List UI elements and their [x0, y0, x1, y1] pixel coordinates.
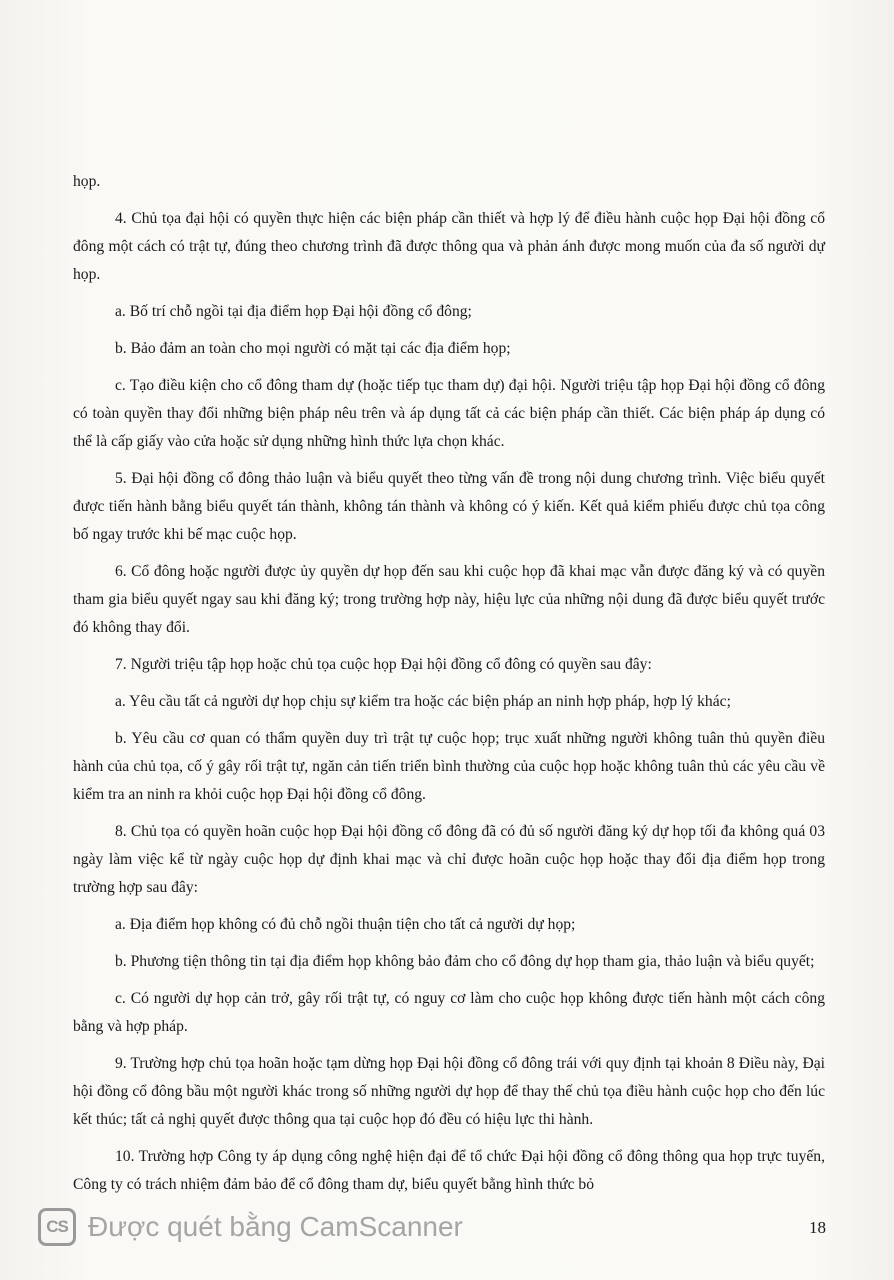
paragraph-clause-8c: c. Có người dự họp cản trở, gây rối trật tự, có nguy cơ làm cho cuộc họp không được tiến hành một cách công bằng và hợp pháp.	[73, 990, 825, 1035]
paragraph-clause-7a: a. Yêu cầu tất cả người dự họp chịu sự kiểm tra hoặc các biện pháp an ninh hợp pháp, hợp lý khác;	[115, 693, 731, 710]
watermark-text: Được quét bằng CamScanner	[88, 1211, 463, 1242]
paragraph-continuation: họp.	[73, 173, 101, 190]
document-body	[73, 168, 825, 1208]
paragraph-clause-9: 9. Trường hợp chủ tọa hoãn hoặc tạm dừng họp Đại hội đồng cổ đông trái với quy định tại khoản 8 Điều này, Đại hội đồng cổ đông bầu một người khác trong số những người dự họp để thay thế chủ tọa điều hành cuộc họp cho đến lúc kết thúc; tất cả nghị quyết được thông qua tại cuộc họp đó đều có hiệu lực thi hành.	[73, 1055, 825, 1128]
paragraph-clause-8b: b. Phương tiện thông tin tại địa điểm họp không bảo đảm cho cổ đông dự họp tham gia, thảo luận và biểu quyết;	[115, 953, 815, 970]
paragraph-clause-6: 6. Cổ đông hoặc người được ủy quyền dự họp đến sau khi cuộc họp đã khai mạc vẫn được đăng ký và có quyền tham gia biểu quyết ngay sau khi đăng ký; trong trường hợp này, hiệu lực của những nội dung đã được biểu quyết trước đó không thay đổi.	[73, 563, 825, 636]
camscanner-watermark	[38, 1208, 463, 1246]
paragraph-clause-8a: a. Địa điểm họp không có đủ chỗ ngồi thuận tiện cho tất cả người dự họp;	[115, 916, 576, 933]
paragraph-clause-7b: b. Yêu cầu cơ quan có thẩm quyền duy trì trật tự cuộc họp; trục xuất những người không tuân thủ quyền điều hành của chủ tọa, cố ý gây rối trật tự, ngăn cản tiến triển bình thường của cuộc họp hoặc không tuân thủ các yêu cầu về kiểm tra an ninh ra khỏi cuộc họp Đại hội đồng cổ đông.	[73, 730, 825, 803]
paragraph-clause-4a: a. Bố trí chỗ ngồi tại địa điểm họp Đại hội đồng cổ đông;	[115, 303, 472, 320]
camscanner-logo-icon: CS	[38, 1208, 76, 1246]
paragraph-clause-7: 7. Người triệu tập họp hoặc chủ tọa cuộc họp Đại hội đồng cổ đông có quyền sau đây:	[115, 656, 652, 673]
paragraph-clause-4: 4. Chủ tọa đại hội có quyền thực hiện các biện pháp cần thiết và hợp lý để điều hành cuộc họp Đại hội đồng cổ đông một cách có trật tự, đúng theo chương trình đã được thông qua và phản ánh được mong muốn của đa số người dự họp.	[73, 210, 825, 283]
paragraph-clause-10: 10. Trường hợp Công ty áp dụng công nghệ hiện đại để tổ chức Đại hội đồng cổ đông thông qua họp trực tuyến, Công ty có trách nhiệm đảm bảo để cổ đông tham dự, biểu quyết bằng hình thức bỏ	[73, 1148, 825, 1193]
paragraph-clause-5: 5. Đại hội đồng cổ đông thảo luận và biểu quyết theo từng vấn đề trong nội dung chương trình. Việc biểu quyết được tiến hành bằng biểu quyết tán thành, không tán thành và không có ý kiến. Kết quả kiểm phiếu được chủ tọa công bố ngay trước khi bế mạc cuộc họp.	[73, 470, 825, 543]
paragraph-clause-4c: c. Tạo điều kiện cho cổ đông tham dự (hoặc tiếp tục tham dự) đại hội. Người triệu tập họp Đại hội đồng cổ đông có toàn quyền thay đổi những biện pháp nêu trên và áp dụng tất cả các biện pháp cần thiết. Các biện pháp áp dụng có thể là cấp giấy vào cửa hoặc sử dụng những hình thức lựa chọn khác.	[73, 377, 825, 450]
paragraph-clause-8: 8. Chủ tọa có quyền hoãn cuộc họp Đại hội đồng cổ đông đã có đủ số người đăng ký dự họp tối đa không quá 03 ngày làm việc kể từ ngày cuộc họp dự định khai mạc và chỉ được hoãn cuộc họp hoặc thay đổi địa điểm họp trong trường hợp sau đây:	[73, 823, 825, 896]
page-number: 18	[809, 1218, 826, 1237]
paragraph-clause-4b: b. Bảo đảm an toàn cho mọi người có mặt tại các địa điểm họp;	[115, 340, 511, 357]
